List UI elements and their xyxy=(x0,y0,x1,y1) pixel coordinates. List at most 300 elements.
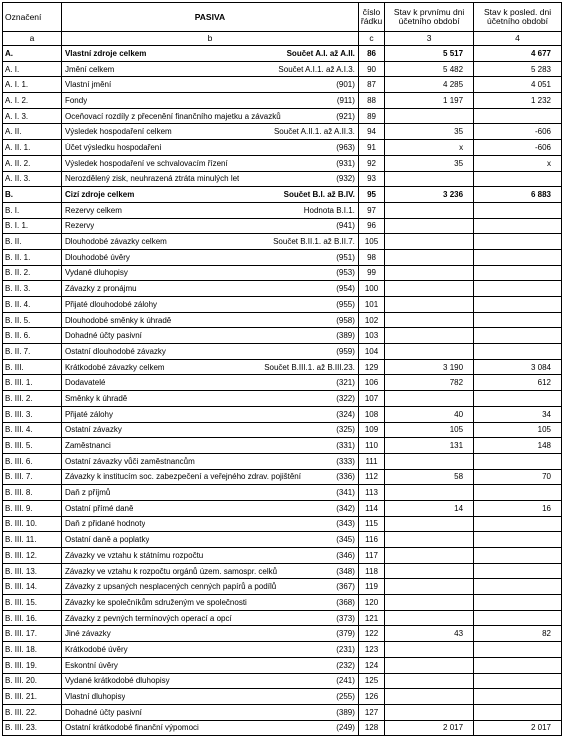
row-name-cell xyxy=(61,202,358,218)
row-account-ref: (367) xyxy=(336,582,355,592)
row-line-number: 100 xyxy=(358,281,384,297)
row-value-first xyxy=(385,516,474,532)
row-name-cell xyxy=(61,626,358,642)
row-value-last xyxy=(474,344,562,360)
row-account-ref: (348) xyxy=(336,566,355,576)
row-code: B. III. 3. xyxy=(3,406,62,422)
table-row xyxy=(3,140,562,156)
row-value-first xyxy=(385,610,474,626)
row-account-ref: (322) xyxy=(336,393,355,403)
row-name: Přijaté zálohy xyxy=(64,409,113,419)
row-value-first xyxy=(385,673,474,689)
row-account-ref: (232) xyxy=(336,660,355,670)
row-value-first xyxy=(385,704,474,720)
row-account-ref: (958) xyxy=(336,315,355,325)
table-row xyxy=(3,171,562,187)
row-value-last: 16 xyxy=(474,500,562,516)
row-value-last xyxy=(474,265,562,281)
row-value-last xyxy=(474,610,562,626)
row-code: B. xyxy=(3,187,62,203)
row-line-number: 89 xyxy=(358,108,384,124)
row-line-number: 103 xyxy=(358,328,384,344)
row-value-first: 3 190 xyxy=(385,359,474,375)
row-value-first: 14 xyxy=(385,500,474,516)
row-account-ref: (343) xyxy=(336,519,355,529)
letter-4: 4 xyxy=(474,32,562,46)
row-name: Ostatní závazky xyxy=(64,425,122,435)
table-row xyxy=(3,265,562,281)
row-value-first xyxy=(385,548,474,564)
row-value-last: 82 xyxy=(474,626,562,642)
row-account-ref: Součet B.I. až B.IV. xyxy=(283,190,355,200)
row-account-ref: (255) xyxy=(336,692,355,702)
table-row xyxy=(3,626,562,642)
row-name-cell xyxy=(61,438,358,454)
table-row xyxy=(3,720,562,736)
row-value-first: 1 197 xyxy=(385,93,474,109)
row-name-cell xyxy=(61,657,358,673)
row-line-number: 87 xyxy=(358,77,384,93)
row-name-cell xyxy=(61,187,358,203)
row-line-number: 102 xyxy=(358,312,384,328)
row-value-first xyxy=(385,234,474,250)
row-account-ref: Součet A.I.1. až A.I.3. xyxy=(278,64,355,74)
row-account-ref: (249) xyxy=(336,723,355,733)
row-account-ref: (389) xyxy=(336,331,355,341)
row-value-last: 70 xyxy=(474,469,562,485)
row-name-cell xyxy=(61,406,358,422)
row-name-cell xyxy=(61,359,358,375)
row-value-last xyxy=(474,202,562,218)
row-line-number: 125 xyxy=(358,673,384,689)
row-name: Eskontní úvěry xyxy=(64,660,118,670)
row-line-number: 123 xyxy=(358,642,384,658)
row-name: Závazky ve vztahu k rozpočtu orgánů územ. samospr. celků xyxy=(64,566,278,576)
row-code: B. II. 4. xyxy=(3,297,62,313)
row-name-cell xyxy=(61,563,358,579)
row-name-cell xyxy=(61,642,358,658)
row-value-last xyxy=(474,234,562,250)
row-name-cell xyxy=(61,704,358,720)
letter-a: a xyxy=(3,32,62,46)
row-value-last xyxy=(474,249,562,265)
row-name: Přijaté dlouhodobé zálohy xyxy=(64,299,158,309)
row-line-number: 117 xyxy=(358,548,384,564)
row-account-ref: (368) xyxy=(336,597,355,607)
header-line-number: číslo řádku xyxy=(358,3,384,32)
row-account-ref: (336) xyxy=(336,472,355,482)
table-row xyxy=(3,642,562,658)
row-value-last: x xyxy=(474,155,562,171)
row-value-first xyxy=(385,297,474,313)
row-line-number: 96 xyxy=(358,218,384,234)
table-row xyxy=(3,328,562,344)
row-code: B. III. 16. xyxy=(3,610,62,626)
table-row xyxy=(3,155,562,171)
row-code: B. I. xyxy=(3,202,62,218)
row-account-ref: Součet A.I. až A.II. xyxy=(286,48,355,58)
row-name: Ostatní krátkodobé finanční výpomoci xyxy=(64,723,199,733)
row-name: Závazky z pronájmu xyxy=(64,284,137,294)
row-account-ref: (231) xyxy=(336,644,355,654)
row-code: B. II. 1. xyxy=(3,249,62,265)
row-name-cell xyxy=(61,61,358,77)
letter-3: 3 xyxy=(385,32,474,46)
row-line-number: 99 xyxy=(358,265,384,281)
row-code: B. III. 23. xyxy=(3,720,62,736)
row-value-last xyxy=(474,579,562,595)
row-line-number: 116 xyxy=(358,532,384,548)
table-row xyxy=(3,312,562,328)
row-name: Závazky z pevných termínových operací a opcí xyxy=(64,613,232,623)
row-value-last xyxy=(474,218,562,234)
row-name-cell xyxy=(61,500,358,516)
row-value-last: 1 232 xyxy=(474,93,562,109)
table-row xyxy=(3,187,562,203)
table-row xyxy=(3,124,562,140)
table-row xyxy=(3,485,562,501)
row-account-ref: (921) xyxy=(336,111,355,121)
row-code: B. III. 21. xyxy=(3,689,62,705)
row-account-ref: (931) xyxy=(336,158,355,168)
row-value-last xyxy=(474,516,562,532)
row-line-number: 107 xyxy=(358,391,384,407)
row-name-cell xyxy=(61,93,358,109)
row-value-first xyxy=(385,391,474,407)
row-line-number: 105 xyxy=(358,234,384,250)
row-value-last xyxy=(474,328,562,344)
row-account-ref: (331) xyxy=(336,441,355,451)
row-name: Fondy xyxy=(64,95,88,105)
row-value-first: 40 xyxy=(385,406,474,422)
row-value-last: 4 677 xyxy=(474,46,562,62)
row-value-last xyxy=(474,548,562,564)
row-value-first xyxy=(385,202,474,218)
row-name-cell xyxy=(61,281,358,297)
column-letters-row xyxy=(3,32,562,46)
row-value-last xyxy=(474,689,562,705)
row-code: A. II. 2. xyxy=(3,155,62,171)
row-line-number: 104 xyxy=(358,344,384,360)
row-code: B. III. xyxy=(3,359,62,375)
row-value-last xyxy=(474,391,562,407)
table-row xyxy=(3,548,562,564)
table-row xyxy=(3,657,562,673)
table-row xyxy=(3,532,562,548)
row-code: B. II. 2. xyxy=(3,265,62,281)
row-value-first: 58 xyxy=(385,469,474,485)
row-code: B. II. 6. xyxy=(3,328,62,344)
row-line-number: 127 xyxy=(358,704,384,720)
row-code: B. II. xyxy=(3,234,62,250)
row-account-ref: Hodnota B.I.1. xyxy=(303,205,355,215)
row-name: Dlouhodobé závazky celkem xyxy=(64,237,167,247)
row-name: Výsledek hospodaření ve schvalovacím řízení xyxy=(64,158,228,168)
row-value-first: 5 517 xyxy=(385,46,474,62)
row-code: B. III. 10. xyxy=(3,516,62,532)
row-line-number: 115 xyxy=(358,516,384,532)
row-name: Jmění celkem xyxy=(64,64,115,74)
row-value-last: 6 883 xyxy=(474,187,562,203)
row-code: A. II. 3. xyxy=(3,171,62,187)
row-value-last: 2 017 xyxy=(474,720,562,736)
row-line-number: 120 xyxy=(358,595,384,611)
row-line-number: 119 xyxy=(358,579,384,595)
row-line-number: 129 xyxy=(358,359,384,375)
row-account-ref: (901) xyxy=(336,80,355,90)
table-row xyxy=(3,453,562,469)
row-name-cell xyxy=(61,485,358,501)
row-value-first: 5 482 xyxy=(385,61,474,77)
row-code: B. II. 5. xyxy=(3,312,62,328)
row-code: A. I. 3. xyxy=(3,108,62,124)
table-row xyxy=(3,359,562,375)
row-account-ref: (911) xyxy=(336,95,355,105)
row-name: Rezervy celkem xyxy=(64,205,122,215)
row-name-cell xyxy=(61,548,358,564)
row-name: Ostatní dlouhodobé závazky xyxy=(64,346,166,356)
row-name: Dohadné účty pasivní xyxy=(64,331,142,341)
row-code: A. I. 1. xyxy=(3,77,62,93)
row-name-cell xyxy=(61,422,358,438)
row-value-last: 3 084 xyxy=(474,359,562,375)
row-name: Vlastní jmění xyxy=(64,80,112,90)
row-value-first: 35 xyxy=(385,124,474,140)
row-code: B. III. 19. xyxy=(3,657,62,673)
row-value-last xyxy=(474,657,562,673)
header-first-day-state: Stav k prvnímu dni účetního období xyxy=(385,3,474,32)
row-name: Závazky k institucím soc. zabezpečení a veřejného zdrav. pojištění xyxy=(64,472,301,482)
row-name: Daň z přidané hodnoty xyxy=(64,519,146,529)
row-value-last: 4 051 xyxy=(474,77,562,93)
row-name: Zaměstnanci xyxy=(64,441,111,451)
row-name: Nerozdělený zisk, neuhrazená ztráta minulých let xyxy=(64,174,240,184)
row-name: Účet výsledku hospodaření xyxy=(64,142,162,152)
row-code: B. I. 1. xyxy=(3,218,62,234)
row-name-cell xyxy=(61,249,358,265)
row-line-number: 121 xyxy=(358,610,384,626)
row-value-first xyxy=(385,249,474,265)
row-line-number: 111 xyxy=(358,453,384,469)
table-row xyxy=(3,500,562,516)
row-line-number: 110 xyxy=(358,438,384,454)
row-line-number: 122 xyxy=(358,626,384,642)
table-row xyxy=(3,422,562,438)
row-code: B. III. 1. xyxy=(3,375,62,391)
row-name-cell xyxy=(61,391,358,407)
row-value-first xyxy=(385,485,474,501)
row-account-ref: (241) xyxy=(336,676,355,686)
row-value-first xyxy=(385,642,474,658)
row-name-cell xyxy=(61,344,358,360)
row-value-last xyxy=(474,453,562,469)
row-value-last xyxy=(474,108,562,124)
row-value-last xyxy=(474,532,562,548)
row-name: Oceňovací rozdíly z přecenění finančního majetku a závazků xyxy=(64,111,281,121)
row-name: Krátkodobé úvěry xyxy=(64,644,128,654)
row-value-last: -606 xyxy=(474,140,562,156)
row-value-first xyxy=(385,171,474,187)
row-value-last xyxy=(474,673,562,689)
row-code: B. II. 7. xyxy=(3,344,62,360)
row-name-cell xyxy=(61,328,358,344)
row-code: B. III. 9. xyxy=(3,500,62,516)
table-row xyxy=(3,595,562,611)
row-value-last xyxy=(474,642,562,658)
row-name: Dlouhodobé úvěry xyxy=(64,252,130,262)
row-name-cell xyxy=(61,689,358,705)
row-line-number: 98 xyxy=(358,249,384,265)
row-line-number: 108 xyxy=(358,406,384,422)
table-body xyxy=(3,46,562,736)
row-account-ref: (951) xyxy=(336,252,355,262)
row-line-number: 90 xyxy=(358,61,384,77)
row-name: Závazky z upsaných nesplacených cenných papírů a podílů xyxy=(64,582,277,592)
row-name-cell xyxy=(61,673,358,689)
row-account-ref: (959) xyxy=(336,346,355,356)
table-row xyxy=(3,202,562,218)
row-name-cell xyxy=(61,218,358,234)
row-code: B. III. 5. xyxy=(3,438,62,454)
row-name-cell xyxy=(61,297,358,313)
row-line-number: 114 xyxy=(358,500,384,516)
row-name: Závazky ke společníkům sdruženým ve společnosti xyxy=(64,597,247,607)
row-name-cell xyxy=(61,516,358,532)
table-row xyxy=(3,93,562,109)
row-line-number: 101 xyxy=(358,297,384,313)
row-name-cell xyxy=(61,46,358,62)
row-code: B. III. 17. xyxy=(3,626,62,642)
row-account-ref: (346) xyxy=(336,550,355,560)
letter-b: b xyxy=(61,32,358,46)
row-name: Závazky ve vztahu k státnímu rozpočtu xyxy=(64,550,204,560)
row-name: Vlastní dluhopisy xyxy=(64,692,126,702)
row-code: A. I. 2. xyxy=(3,93,62,109)
row-line-number: 112 xyxy=(358,469,384,485)
row-value-first xyxy=(385,689,474,705)
row-code: B. III. 6. xyxy=(3,453,62,469)
row-name: Rezervy xyxy=(64,221,95,231)
header-code: Označení xyxy=(3,3,62,32)
row-value-last xyxy=(474,485,562,501)
balance-sheet-table xyxy=(2,2,562,736)
row-account-ref: Součet B.II.1. až B.II.7. xyxy=(273,237,355,247)
row-value-first xyxy=(385,532,474,548)
row-name: Daň z příjmů xyxy=(64,488,111,498)
table-row xyxy=(3,391,562,407)
row-value-first xyxy=(385,453,474,469)
row-value-first: 4 285 xyxy=(385,77,474,93)
row-value-first: 35 xyxy=(385,155,474,171)
row-code: B. III. 20. xyxy=(3,673,62,689)
row-value-first: 2 017 xyxy=(385,720,474,736)
row-line-number: 128 xyxy=(358,720,384,736)
row-value-first xyxy=(385,108,474,124)
row-account-ref: (325) xyxy=(336,425,355,435)
table-row xyxy=(3,375,562,391)
row-value-first: x xyxy=(385,140,474,156)
row-value-last: -606 xyxy=(474,124,562,140)
row-name: Ostatní daně a poplatky xyxy=(64,535,150,545)
row-line-number: 109 xyxy=(358,422,384,438)
row-name-cell xyxy=(61,453,358,469)
row-name-cell xyxy=(61,124,358,140)
table-row xyxy=(3,579,562,595)
row-code: A. II. xyxy=(3,124,62,140)
row-line-number: 106 xyxy=(358,375,384,391)
row-name: Vlastní zdroje celkem xyxy=(64,48,147,58)
row-name: Cizí zdroje celkem xyxy=(64,190,135,200)
table-row xyxy=(3,673,562,689)
row-code: A. II. 1. xyxy=(3,140,62,156)
row-code: A. I. xyxy=(3,61,62,77)
row-name-cell xyxy=(61,532,358,548)
row-line-number: 94 xyxy=(358,124,384,140)
row-account-ref: (373) xyxy=(336,613,355,623)
letter-c: c xyxy=(358,32,384,46)
row-name-cell xyxy=(61,595,358,611)
row-line-number: 124 xyxy=(358,657,384,673)
row-value-first xyxy=(385,563,474,579)
row-account-ref: (333) xyxy=(336,456,355,466)
row-name: Výsledek hospodaření celkem xyxy=(64,127,172,137)
row-code: B. III. 18. xyxy=(3,642,62,658)
row-value-last xyxy=(474,281,562,297)
row-line-number: 126 xyxy=(358,689,384,705)
row-value-first: 105 xyxy=(385,422,474,438)
row-account-ref: (345) xyxy=(336,535,355,545)
row-name: Ostatní přímé daně xyxy=(64,503,134,513)
row-account-ref: (955) xyxy=(336,299,355,309)
row-value-first xyxy=(385,344,474,360)
row-name-cell xyxy=(61,720,358,736)
row-value-first xyxy=(385,328,474,344)
table-row xyxy=(3,234,562,250)
table-row xyxy=(3,297,562,313)
row-code: B. II. 3. xyxy=(3,281,62,297)
table-row xyxy=(3,406,562,422)
row-value-last: 34 xyxy=(474,406,562,422)
row-value-last xyxy=(474,704,562,720)
row-account-ref: (932) xyxy=(336,174,355,184)
row-value-last xyxy=(474,312,562,328)
row-value-first: 3 236 xyxy=(385,187,474,203)
row-account-ref: (954) xyxy=(336,284,355,294)
row-name-cell xyxy=(61,77,358,93)
row-value-first xyxy=(385,579,474,595)
row-code: A. xyxy=(3,46,62,62)
row-name: Ostatní závazky vůči zaměstnancům xyxy=(64,456,195,466)
row-line-number: 88 xyxy=(358,93,384,109)
row-account-ref: (389) xyxy=(336,707,355,717)
row-code: B. III. 2. xyxy=(3,391,62,407)
row-line-number: 91 xyxy=(358,140,384,156)
row-value-last xyxy=(474,171,562,187)
table-row xyxy=(3,438,562,454)
row-code: B. III. 13. xyxy=(3,563,62,579)
row-line-number: 92 xyxy=(358,155,384,171)
row-account-ref: (321) xyxy=(336,378,355,388)
row-value-first xyxy=(385,595,474,611)
row-name: Směnky k úhradě xyxy=(64,393,128,403)
row-line-number: 95 xyxy=(358,187,384,203)
row-name: Vydané dluhopisy xyxy=(64,268,128,278)
row-value-first: 43 xyxy=(385,626,474,642)
table-row xyxy=(3,344,562,360)
row-value-first xyxy=(385,312,474,328)
row-code: B. III. 8. xyxy=(3,485,62,501)
table-row xyxy=(3,77,562,93)
